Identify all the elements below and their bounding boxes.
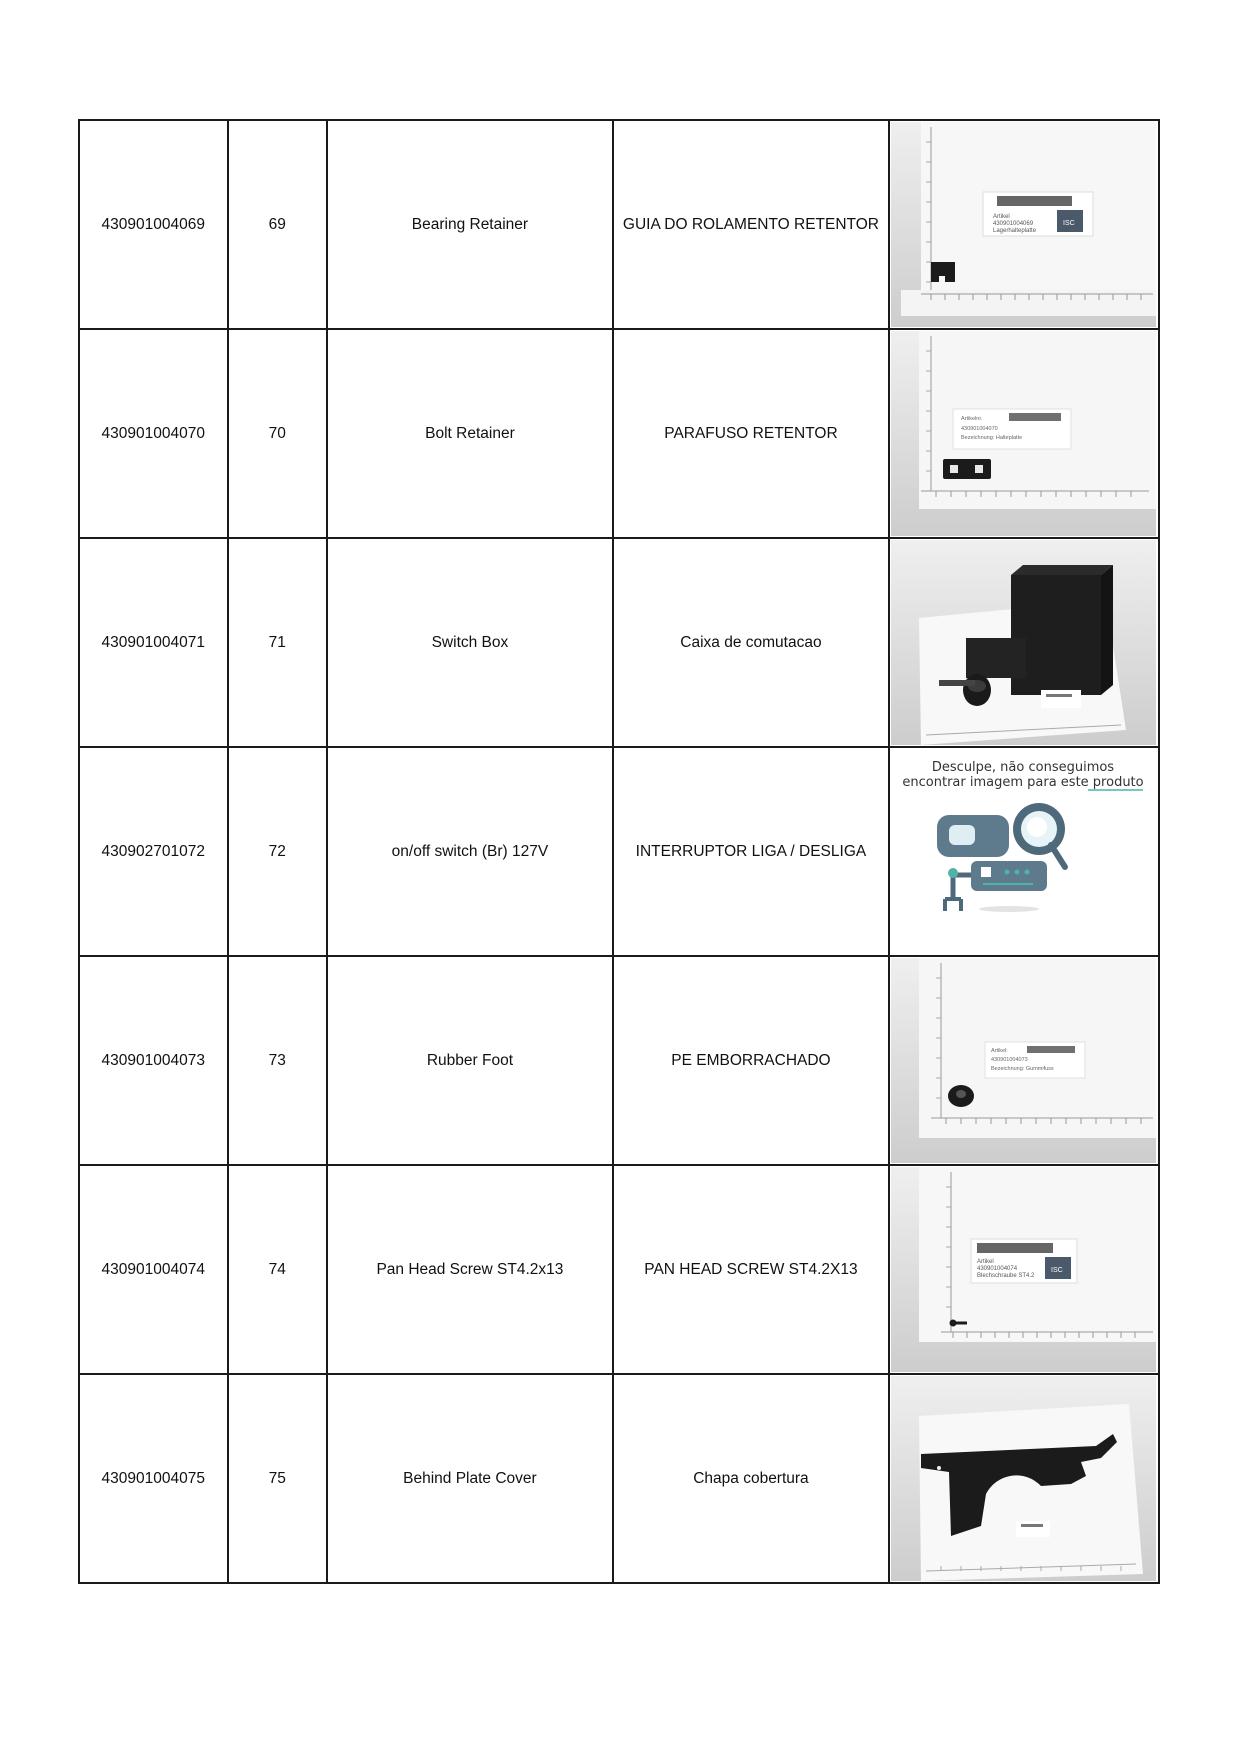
part-image-cell — [889, 1165, 1159, 1374]
position-number: 74 — [228, 1165, 327, 1374]
bearing-retainer-photo — [891, 122, 1156, 327]
position-number: 69 — [228, 120, 327, 329]
label-line-2: 430901004069 — [993, 221, 1034, 227]
part-image-cell — [889, 329, 1159, 538]
part-name-pt: INTERRUPTOR LIGA / DESLIGA — [613, 747, 889, 956]
no-image-line-1: Desculpe, não conseguimos — [932, 760, 1115, 775]
behind-plate-cover-photo — [891, 1376, 1156, 1581]
table-row — [79, 1165, 1159, 1374]
position-number: 70 — [228, 329, 327, 538]
position-number: 71 — [228, 538, 327, 747]
part-name-en: Behind Plate Cover — [327, 1374, 613, 1583]
label-line-3: Bezeichnung: Gummifuss — [991, 1066, 1055, 1072]
part-name-pt: PARAFUSO RETENTOR — [613, 329, 889, 538]
table-row — [79, 329, 1159, 538]
part-number: 430901004074 — [79, 1165, 228, 1374]
label-line-3: Blechschraube ST4.2 — [977, 1273, 1035, 1279]
position-number: 73 — [228, 956, 327, 1165]
table-row — [79, 747, 1159, 956]
position-number: 75 — [228, 1374, 327, 1583]
part-name-en: Bearing Retainer — [327, 120, 613, 329]
label-line-1: Artikel — [993, 214, 1011, 220]
label-line-2: 430901004073 — [991, 1057, 1029, 1063]
isc-logo: ISC — [1063, 220, 1076, 227]
position-number: 72 — [228, 747, 327, 956]
label-line-2: 430901004070 — [961, 426, 999, 432]
part-number: 430901004073 — [79, 956, 228, 1165]
label-line-1: Artikel: — [991, 1048, 1009, 1054]
part-name-pt: Chapa cobertura — [613, 1374, 889, 1583]
part-image-cell — [889, 1374, 1159, 1583]
part-image-cell — [889, 120, 1159, 329]
label-line-3: Lagerhalteplatte — [993, 228, 1037, 234]
part-number: 430901004071 — [79, 538, 228, 747]
part-image-cell — [889, 538, 1159, 747]
label-line-3: Bezeichnung: Halteplatte — [961, 435, 1023, 441]
label-line-1: Artikelnr. — [961, 416, 983, 422]
part-name-en: on/off switch (Br) 127V — [327, 747, 613, 956]
table-row — [79, 538, 1159, 747]
label-line-2: 430901004074 — [977, 1266, 1018, 1272]
part-name-en: Pan Head Screw ST4.2x13 — [327, 1165, 613, 1374]
part-name-en: Switch Box — [327, 538, 613, 747]
table-row — [79, 120, 1159, 329]
label-line-1: Artikel — [977, 1259, 995, 1265]
part-name-en: Bolt Retainer — [327, 329, 613, 538]
part-name-pt: Caixa de comutacao — [613, 538, 889, 747]
rubber-foot-photo — [891, 958, 1156, 1163]
table-row — [79, 1374, 1159, 1583]
isc-logo: ISC — [1051, 1267, 1064, 1274]
part-number: 430901004075 — [79, 1374, 228, 1583]
part-name-pt: PE EMBORRACHADO — [613, 956, 889, 1165]
switch-box-photo — [891, 540, 1156, 745]
part-image-cell — [889, 956, 1159, 1165]
part-name-pt: GUIA DO ROLAMENTO RETENTOR — [613, 120, 889, 329]
bolt-retainer-photo — [891, 331, 1156, 536]
part-number: 430901004069 — [79, 120, 228, 329]
part-image-cell — [889, 747, 1159, 956]
pan-head-screw-photo — [891, 1167, 1156, 1372]
part-number: 430902701072 — [79, 747, 228, 956]
part-name-pt: PAN HEAD SCREW ST4.2X13 — [613, 1165, 889, 1374]
part-number: 430901004070 — [79, 329, 228, 538]
part-name-en: Rubber Foot — [327, 956, 613, 1165]
table-row — [79, 956, 1159, 1165]
parts-table — [78, 119, 1160, 1584]
no-image-placeholder — [891, 749, 1156, 954]
no-image-line-2: encontrar imagem para este produto — [902, 775, 1145, 790]
